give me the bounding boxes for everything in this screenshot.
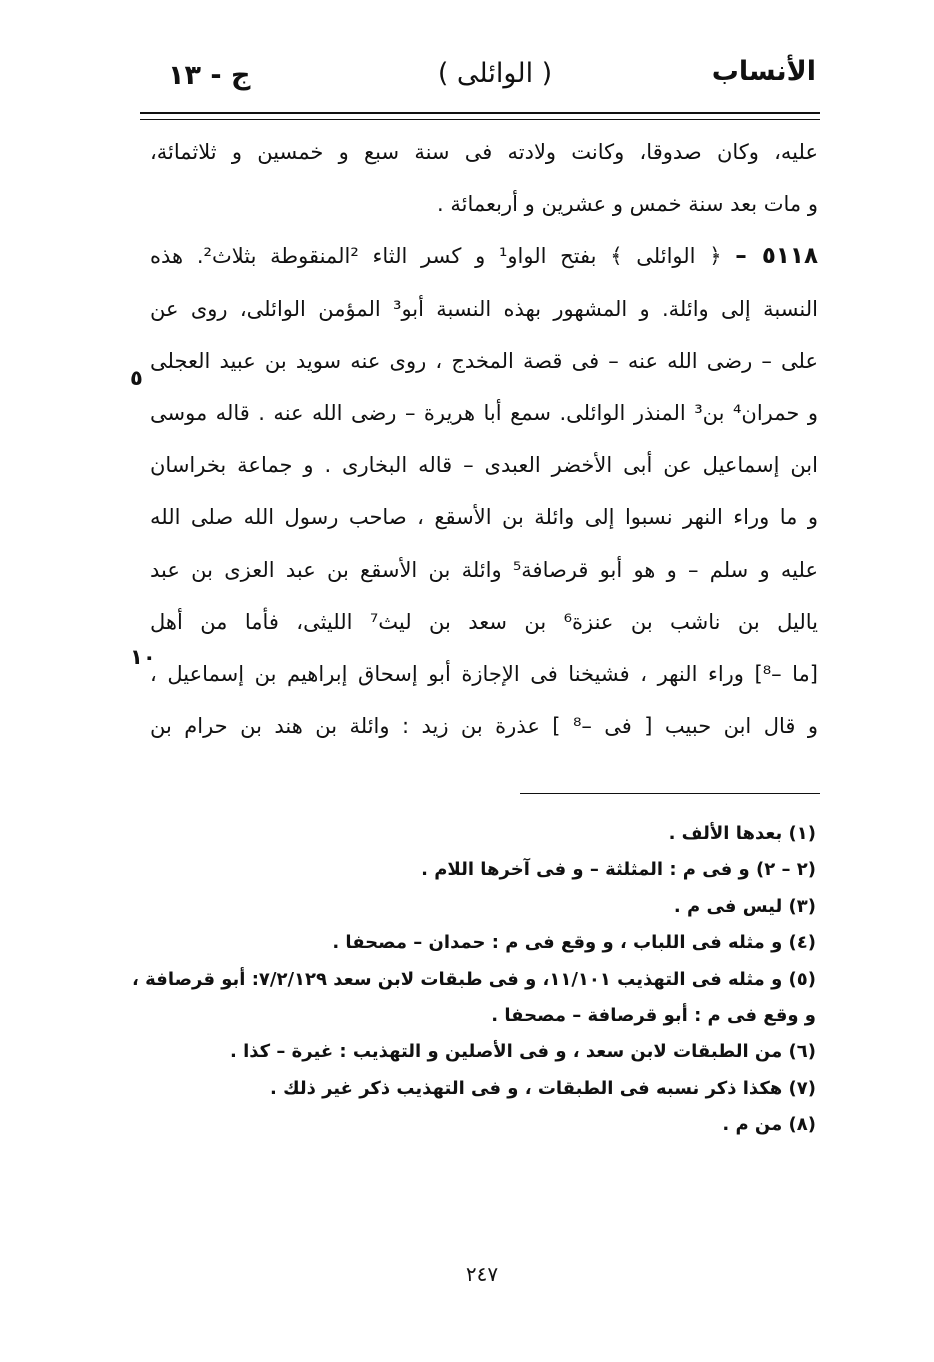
header-rule-thin <box>140 119 820 120</box>
footnotes <box>132 816 816 1144</box>
header-rule <box>140 112 820 114</box>
text-line: و حمران⁴ بن³ المنذر الوائلى. سمع أبا هريرة – رضى الله عنه . قاله موسى <box>150 400 818 425</box>
text-line: على – رضى الله عنه – فى قصة المخدج ، روى عنه سويد بن عبيد العجلى <box>150 348 818 373</box>
text-line: ﴿ الوائلى ﴾ بفتح الواو¹ و كسر الثاء ²المنقوطة بثلاث². هذه <box>150 244 722 269</box>
footnote: و وقع فى م : أبو قرصافة – مصحفا . <box>491 1004 816 1026</box>
footnote: (٧) هكذا ذكر نسبه فى الطبقات ، و فى التهذيب ذكر غير ذلك . <box>269 1077 816 1099</box>
text-line: و مات بعد سنة خمس و عشرين و أربعمائة . <box>437 192 818 217</box>
text-line: النسبة إلى وائلة. و المشهور بهذه النسبة أبو³ المؤمن الوائلى، روى عن <box>150 296 818 321</box>
main-text <box>150 126 818 752</box>
running-title: ( الوائلى ) <box>437 58 553 89</box>
line-number-10: ١٠ <box>130 645 156 669</box>
text-line: عليه و سلم – و هو أبو قرصافة⁵ وائلة بن الأسقع بن عبد العزى بن عبد <box>150 557 818 582</box>
book-title: الأنساب <box>711 56 816 87</box>
volume-label: ج - ١٣ <box>168 60 251 91</box>
text-line: و ما وراء النهر نسبوا إلى وائلة بن الأسقع ، صاحب رسول الله صلى الله <box>150 505 818 530</box>
footnote-separator <box>520 793 820 794</box>
footnote: (٣) ليس فى م . <box>673 895 816 917</box>
text-line: عليه، وكان صدوقا، وكانت ولادته فى سنة سبع و خمسين و ثلاثمائة، <box>150 140 818 164</box>
footnote: (١) بعدها الألف . <box>668 823 816 844</box>
line-number-5: ٥ <box>130 366 143 390</box>
text-line: [ما –⁸] وراء النهر ، فشيخنا فى الإجازة أبو إسحاق إبراهيم بن إسماعيل ، <box>150 661 818 686</box>
footnote: (٥) و مثله فى التهذيب ١١/١٠١، و فى طبقات لابن سعد ٧/٢/١٢٩: أبو قرصافة ، <box>132 968 816 990</box>
text-line: ياليل بن ناشب بن عنزة⁶ بن سعد بن ليث⁷ الليثى، فأما من أهل <box>150 609 818 634</box>
text-line: ابن إسماعيل عن أبى الأخضر العبدى – قاله البخارى . و جماعة بخراسان <box>150 453 818 478</box>
page-number: ٢٤٧ <box>465 1262 499 1286</box>
footnote: (٦) من الطبقات لابن سعد ، و فى الأصلين و التهذيب : غيرة – كذا . <box>229 1041 816 1063</box>
text-line: و قال ابن حبيب [ فى –⁸ ] عذرة بن زيد : وائلة بن هند بن حرام بن <box>150 714 818 739</box>
footnote: (٨) من م . <box>722 1114 816 1136</box>
footnote: (٢ – ٢) و فى م : المثلثة – و فى آخرها اللام . <box>421 859 816 881</box>
footnote: (٤) و مثله فى اللباب ، و وقع فى م : حمدان – مصحفا . <box>332 932 816 954</box>
entry-first-line <box>150 230 818 282</box>
entry-number: ٥١١٨ – <box>735 243 818 270</box>
